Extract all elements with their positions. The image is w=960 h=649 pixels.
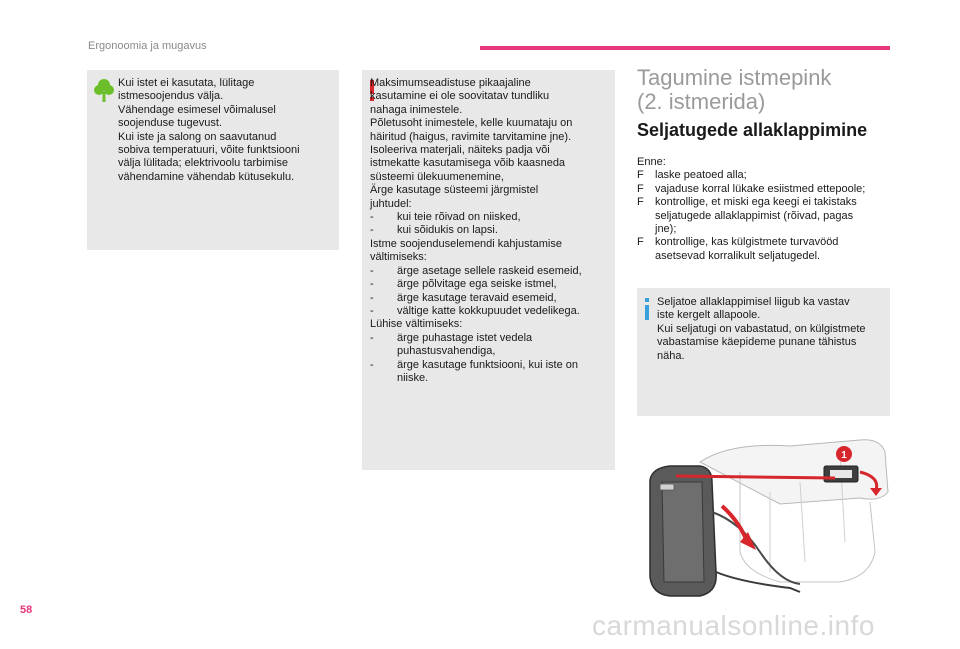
rear-seat-illustration bbox=[640, 432, 892, 604]
watermark-url: carmanualsonline.info bbox=[592, 610, 875, 641]
eco-note-text: Kui istet ei kasutata, lülitage istmesoojendus välja. Vähendage esimesel võimalusel soojenduse tugevust. Kui iste ja salong on saavutanud sobiva temperatuuri, võite funktsiooni välja lülitada; elektrivoolu tarbimise vähendamine vähendab kütusekulu. bbox=[118, 77, 300, 183]
info-note-text: Seljatoe allaklappimisel liigub ka vastav iste kergelt allapoole. Kui seljatugi on vabastatud, on külgistmete vabastamise käepideme punane tähistus näha. bbox=[657, 296, 866, 362]
warning-note-text: Maksimumseadistuse pikaajaline kasutamine ei ole soovitatav tundliku nahaga inimestele. Põletusoht inimestele, kelle kuumataju on häiritud (haigus, ravimite tarvitamine jne). Isoleeriva materjali, näiteks padja või istmekatte kasutamisega võib kaasneda süsteemi ülekuumenemine, Ärge kasutage süsteemi järgmistel juhtudel: - kui teie rõivad on niisked, - kui sõidukis on lapsi. Istme soojenduselemendi kahjustamise vältimiseks: - ärge asetage sellele raskeid esemeid, - ärge põlvitage ega seiske istmel, - ärge kasutage teravaid esemeid, - vältige katte kokkupuudet vedelikega. Lühise vältimiseks: - ärge puhastage istet vedela puhastusvahendiga, - ärge kasutage funktsiooni, kui iste on niiske. bbox=[370, 77, 582, 384]
section-subtitle: Seljatugede allaklappimine bbox=[637, 120, 868, 140]
section-header: Ergonoomia ja mugavus bbox=[88, 40, 207, 52]
callout-number: 1 bbox=[841, 450, 847, 461]
steps-list: Enne: F laske peatoed alla; F vajaduse korral lükake esiistmed ettepoole; F kontrollige, et miski ega keegi ei takistaks seljatugede allaklappimist (rõivad, pagas jne); F kontrollige, kas külgistmete turvavööd asetsevad korralikult seljatugedel. bbox=[637, 156, 866, 262]
page-number: 58 bbox=[20, 604, 33, 616]
tree-icon bbox=[94, 78, 114, 104]
section-title: Tagumine istmepink (2. istmerida) bbox=[637, 65, 832, 114]
header-accent-bar bbox=[480, 46, 890, 50]
info-icon bbox=[643, 298, 651, 320]
